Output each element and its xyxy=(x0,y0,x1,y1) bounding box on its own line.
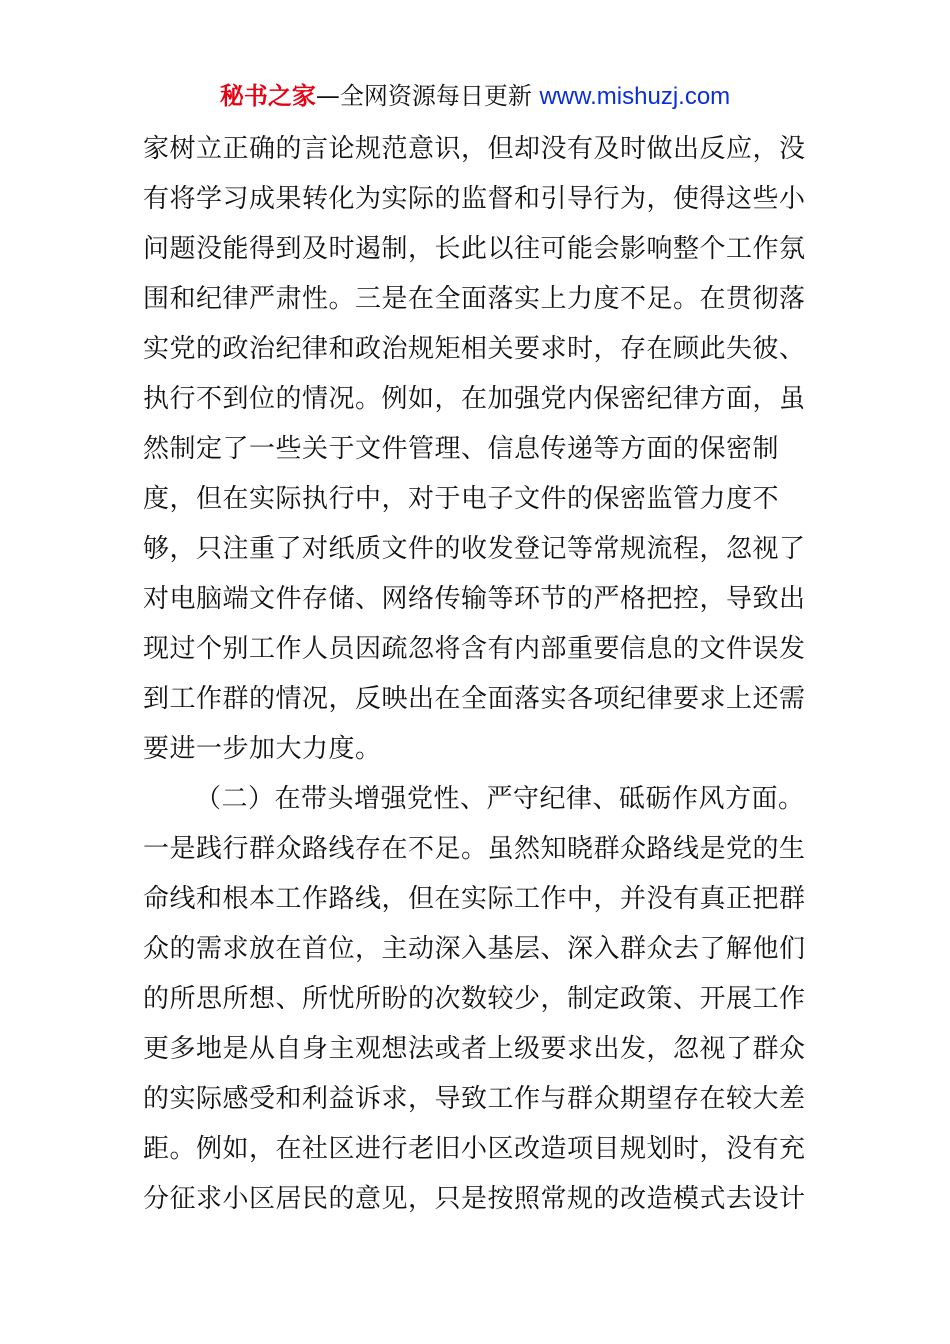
body-line: 然制定了一些关于文件管理、信息传递等方面的保密制 xyxy=(143,434,780,464)
body-line: 的所思所想、所忧所盼的次数较少，制定政策、开展工作 xyxy=(143,984,806,1014)
body-line: 对电脑端文件存储、网络传输等环节的严格把控，导致出 xyxy=(143,584,806,614)
body-line: 的实际感受和利益诉求，导致工作与群众期望存在较大差 xyxy=(143,1084,806,1114)
body-line: 更多地是从自身主观想法或者上级要求出发，忽视了群众 xyxy=(143,1034,806,1064)
body-line: 要进一步加大力度。 xyxy=(143,734,382,764)
document-body xyxy=(143,124,808,1224)
body-line: 众的需求放在首位，主动深入基层、深入群众去了解他们 xyxy=(143,934,806,964)
body-line: 一是践行群众路线存在不足。虽然知晓群众路线是党的生 xyxy=(143,834,806,864)
body-line: 命线和根本工作路线，但在实际工作中，并没有真正把群 xyxy=(143,884,806,914)
body-line: 实党的政治纪律和政治规矩相关要求时，存在顾此失彼、 xyxy=(143,334,806,364)
body-line: 分征求小区居民的意见，只是按照常规的改造模式去设计 xyxy=(143,1184,806,1214)
body-line: 距。例如，在社区进行老旧小区改造项目规划时，没有充 xyxy=(143,1134,806,1164)
body-line: 问题没能得到及时遏制，长此以往可能会影响整个工作氛 xyxy=(143,234,806,264)
body-line: 有将学习成果转化为实际的监督和引导行为，使得这些小 xyxy=(143,184,806,214)
site-brand: 秘书之家 xyxy=(219,82,316,110)
body-line: 执行不到位的情况。例如，在加强党内保密纪律方面，虽 xyxy=(143,384,806,414)
site-tagline: —全网资源每日更新 xyxy=(315,82,540,110)
body-line: 度，但在实际执行中，对于电子文件的保密监管力度不 xyxy=(143,484,780,514)
site-url: www.mishuzj.com xyxy=(539,83,731,110)
body-line: 围和纪律严肃性。三是在全面落实上力度不足。在贯彻落 xyxy=(143,284,806,314)
section-heading: （二）在带头增强党性、严守纪律、砥砺作风方面。 xyxy=(195,784,805,814)
body-line: 够，只注重了对纸质文件的收发登记等常规流程，忽视了 xyxy=(143,534,806,564)
body-line: 到工作群的情况，反映出在全面落实各项纪律要求上还需 xyxy=(143,684,806,714)
body-line: 家树立正确的言论规范意识，但却没有及时做出反应，没 xyxy=(143,134,806,164)
site-header xyxy=(0,80,950,113)
body-line: 现过个别工作人员因疏忽将含有内部重要信息的文件误发 xyxy=(143,634,806,664)
